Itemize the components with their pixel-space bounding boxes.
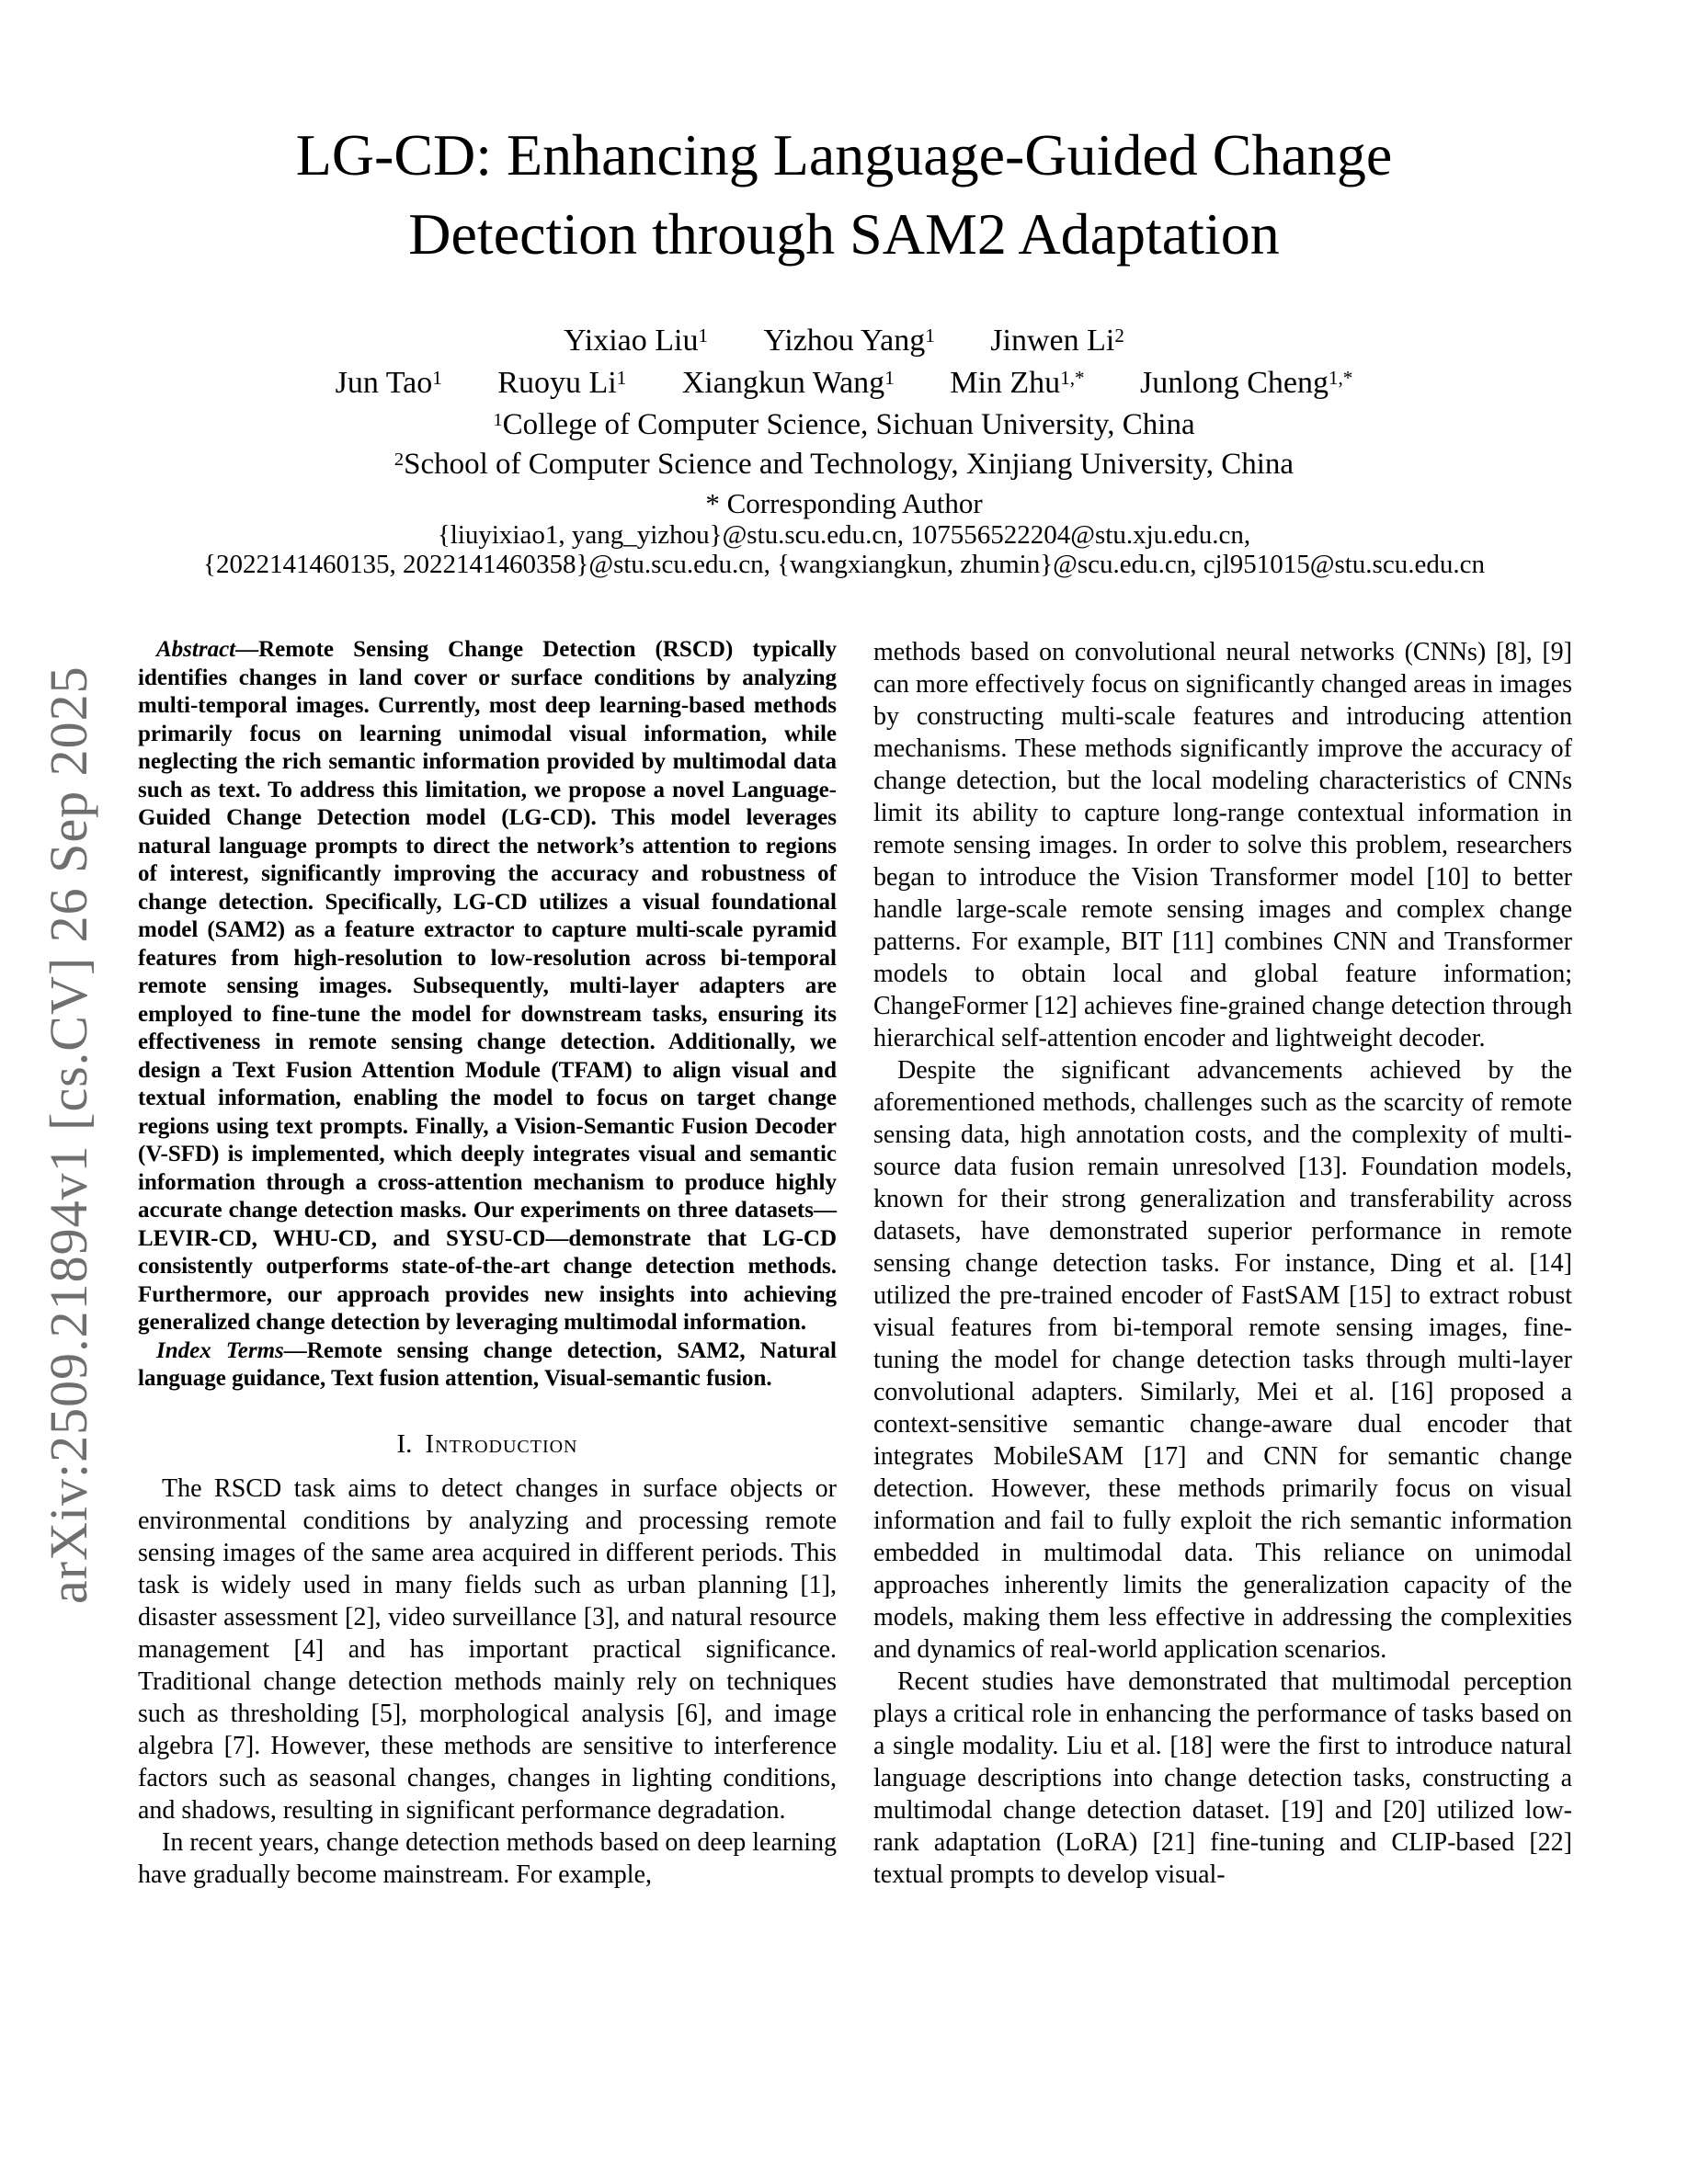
- arxiv-watermark: arXiv:2509.21894v1 [cs.CV] 26 Sep 2025: [39, 665, 98, 1604]
- index-terms-paragraph: [138, 1337, 837, 1393]
- left-column: [138, 636, 837, 1891]
- right-column: [873, 636, 1572, 1891]
- author-affil-marker: 2: [1114, 324, 1124, 347]
- index-terms-label: Index Terms: [156, 1337, 284, 1363]
- author-yizhou-yang: Yizhou Yang$^1$: [763, 324, 935, 358]
- authors-row-2: [0, 366, 1688, 401]
- author-xiangkun-wang: Xiangkun Wang$^1$: [681, 366, 895, 400]
- author-affil-marker: 1,*: [1329, 366, 1353, 389]
- author-affil-marker: 1,*: [1060, 366, 1085, 389]
- author-junlong-cheng: Junlong Cheng$^{1,*}$: [1140, 366, 1353, 400]
- title-line-2: Detection through SAM2 Adaptation: [408, 201, 1280, 267]
- author-affil-marker: 1: [432, 366, 442, 389]
- intro-paragraph-3: Despite the significant advancements achieved by the aforementioned methods, challenges such as the scarcity of remote sensing data, high annotation costs, and the complexity of multi-source data fusion remain unresolved [13]. Foundation models, known for their strong generalization and transferability across datasets, have demonstrated superior performance in remote sensing change detection tasks. For instance, Ding et al. [14] utilized the pre-trained encoder of FastSAM [15] to extract robust visual features from bi-temporal remote sensing images, fine-tuning the model for change detection tasks through multi-layer convolutional adapters. Similarly, Mei et al. [16] proposed a context-sensitive semantic change-aware dual encoder that integrates MobileSAM [17] and CNN for semantic change detection. However, these methods primarily focus on visual information and fail to fully exploit the rich semantic information embedded in multimodal data. This reliance on unimodal approaches inherently limits the generalization capacity of the models, making them less effective in addressing the complexities and dynamics of real-world application scenarios.: [873, 1056, 1572, 1664]
- author-min-zhu: Min Zhu$^{1,*}$: [950, 366, 1085, 400]
- section-number: I.: [396, 1428, 413, 1459]
- author-jun-tao: Jun Tao$^1$: [335, 366, 442, 400]
- affiliation-1: $^1$College of Computer Science, Sichuan University, China: [493, 408, 1195, 441]
- author-affil-marker: 1: [884, 366, 895, 389]
- intro-paragraph-4: Recent studies have demonstrated that multimodal perception plays a critical role in enhancing the performance of tasks based on a single modality. Liu et al. [18] were the first to introduce natural language descriptions into change detection tasks, constructing a multimodal change detection dataset. [19] and [20] utilized low-rank adaptation (LoRA) [21] fine-tuning and CLIP-based [22] textual prompts to develop visual-: [873, 1667, 1572, 1889]
- abstract-paragraph: [138, 636, 837, 1337]
- email-line-1: {liuyixiao1, yang_yizhou}@stu.scu.edu.cn, 107556522204@stu.xju.edu.cn,: [437, 520, 1251, 550]
- index-terms-text: —Remote sensing change detection, SAM2, Natural language guidance, Text fusion attention, Visual-semantic fusion.: [138, 1337, 837, 1391]
- paper-title: [0, 116, 1688, 274]
- intro-paragraph-2-left: In recent years, change detection methods based on deep learning have gradually become mainstream. For example,: [138, 1827, 837, 1889]
- section-title: Introduction: [425, 1428, 578, 1459]
- abstract-label: Abstract: [156, 637, 236, 662]
- title-line-1: LG-CD: Enhancing Language-Guided Change: [295, 122, 1393, 188]
- author-ruoyu-li: Ruoyu Li$^1$: [497, 366, 627, 400]
- intro-paragraph-2-right: methods based on convolutional neural networks (CNNs) [8], [9] can more effectively focus on significantly changed areas in images by constructing multi-scale features and introducing attention mechanisms. These methods significantly improve the accuracy of change detection, but the local modeling characteristics of CNNs limit its ability to capture long-range contextual information in remote sensing images. In order to solve this problem, researchers began to introduce the Vision Transformer model [10] to better handle large-scale remote sensing images and complex change patterns. For example, BIT [11] combines CNN and Transformer models to obtain local and global feature information; ChangeFormer [12] achieves fine-grained change detection through hierarchical self-attention encoder and lightweight decoder.: [873, 638, 1572, 1052]
- abstract-text: —Remote Sensing Change Detection (RSCD) typically identifies changes in land cover or surface conditions by analyzing multi-temporal images. Currently, most deep learning-based methods primarily focus on learning unimodal visual information, while neglecting the rich semantic information provided by multimodal data such as text. To address this limitation, we propose a novel Language-Guided Change Detection model (LG-CD). This model leverages natural language prompts to direct the network’s attention to regions of interest, significantly improving the accuracy and robustness of change detection. Specifically, LG-CD utilizes a visual foundational model (SAM2) as a feature extractor to capture multi-scale pyramid features from high-resolution to low-resolution across bi-temporal remote sensing images. Subsequently, multi-layer adapters are employed to fine-tune the model for downstream tasks, ensuring its effectiveness in remote sensing change detection. Additionally, we design a Text Fusion Attention Module (TFAM) to align visual and textual information, enabling the model to focus on target change regions using text prompts. Finally, a Vision-Semantic Fusion Decoder (V-SFD) is implemented, which deeply integrates visual and semantic information through a cross-attention mechanism to produce highly accurate change detection masks. Our experiments on three datasets—LEVIR-CD, WHU-CD, and SYSU-CD—demonstrate that LG-CD consistently outperforms state-of-the-art change detection methods. Furthermore, our approach provides new insights into achieving generalized change detection by leveraging multimodal information.: [138, 637, 837, 1335]
- authors-row-1: [0, 324, 1688, 358]
- section-heading-introduction: [138, 1430, 837, 1458]
- author-affil-marker: 1: [925, 324, 935, 347]
- author-jinwen-li: Jinwen Li$^2$: [990, 324, 1124, 358]
- corresponding-author-note: * Corresponding Author: [705, 487, 983, 519]
- intro-paragraph-1: The RSCD task aims to detect changes in surface objects or environmental conditions by analyzing and processing remote sensing images of the same area acquired in different periods. This task is widely used in many fields such as urban planning [1], disaster assessment [2], video surveillance [3], and natural resource management [4] and has important practical significance. Traditional change detection methods mainly rely on techniques such as thresholding [5], morphological analysis [6], and image algebra [7]. However, these methods are sensitive to interference factors such as seasonal changes, changes in lighting conditions, and shadows, resulting in significant performance degradation.: [138, 1473, 837, 1825]
- author-yixiao-liu: Yixiao Liu$^1$: [564, 324, 709, 358]
- affiliation-2: $^2$School of Computer Science and Technology, Xinjiang University, China: [393, 448, 1295, 481]
- author-affil-marker: 1: [698, 324, 709, 347]
- email-line-2: {2022141460135, 2022141460358}@stu.scu.edu.cn, {wangxiangkun, zhumin}@scu.edu.cn, cjl951015@stu.scu.edu.cn: [203, 550, 1485, 579]
- author-affil-marker: 1: [616, 366, 627, 389]
